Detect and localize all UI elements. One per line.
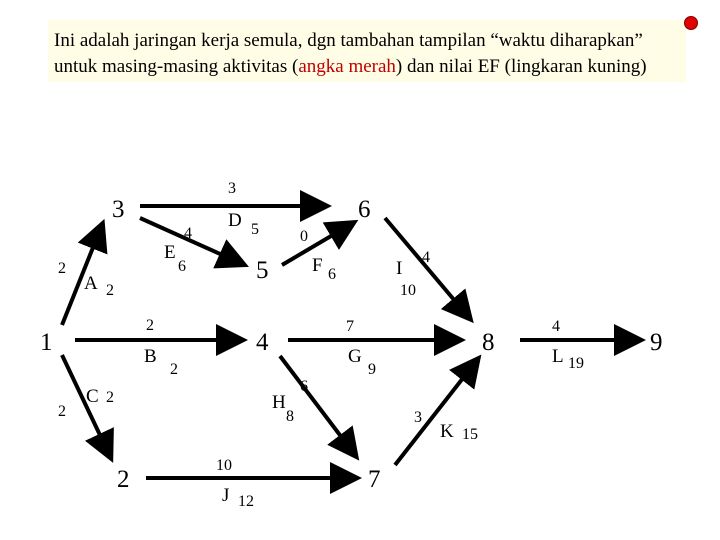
node-6: 6 — [358, 196, 371, 223]
activity-L-time: 4 — [552, 318, 560, 335]
activity-E-ef: 6 — [178, 258, 186, 275]
activity-J-name: J — [222, 485, 230, 506]
node-9: 9 — [650, 329, 663, 356]
activity-G-name: G — [348, 346, 362, 367]
activity-K-time: 3 — [414, 409, 422, 426]
activity-C-ef: 2 — [106, 389, 114, 406]
activity-B-ef: 2 — [170, 361, 178, 378]
activity-G-time: 7 — [346, 318, 354, 335]
node-2: 2 — [117, 466, 130, 493]
activity-F-time: 0 — [300, 228, 308, 245]
activity-H-name: H — [272, 392, 286, 413]
node-8: 8 — [482, 329, 495, 356]
activity-A-ef: 2 — [106, 282, 114, 299]
activity-E-name: E — [164, 242, 176, 263]
activity-J-ef: 12 — [238, 493, 254, 510]
activity-E-time: 4 — [184, 225, 192, 242]
node-4: 4 — [256, 329, 269, 356]
activity-A-name: A — [84, 273, 98, 294]
activity-J-time: 10 — [216, 457, 232, 474]
activity-K-name: K — [440, 421, 454, 442]
activity-L-name: L — [552, 346, 564, 367]
edges — [62, 206, 634, 478]
activity-D-ef: 5 — [251, 221, 259, 238]
edge-K — [395, 364, 474, 465]
activity-labels — [58, 180, 584, 510]
activity-F-ef: 6 — [328, 266, 336, 283]
activity-D-name: D — [228, 210, 242, 231]
edge-C — [62, 355, 108, 452]
activity-A-time: 2 — [58, 260, 66, 277]
activity-C-name: C — [86, 386, 99, 407]
activity-G-ef: 9 — [368, 361, 376, 378]
activity-B-name: B — [144, 346, 157, 367]
activity-I-ef: 10 — [400, 282, 416, 299]
edge-H — [280, 356, 352, 451]
activity-F-name: F — [312, 255, 323, 276]
activity-L-ef: 19 — [568, 355, 584, 372]
caption-highlight: angka merah — [298, 56, 396, 77]
caption-line-2-start: untuk masing-masing aktivitas ( — [54, 56, 299, 77]
node-7: 7 — [368, 466, 381, 493]
node-3: 3 — [112, 196, 125, 223]
caption-line-2-end: ) dan nilai EF (lingkaran kuning) — [395, 56, 647, 77]
activity-I-name: I — [396, 258, 403, 279]
node-1: 1 — [40, 329, 53, 356]
activity-I-time: 4 — [422, 249, 430, 266]
activity-C-time: 2 — [58, 403, 66, 420]
activity-K-ef: 15 — [462, 426, 478, 443]
caption-line-1: Ini adalah jaringan kerja semula, dgn tambahan tampilan “waktu diharapkan” — [54, 30, 643, 51]
node-5: 5 — [256, 257, 269, 284]
activity-D-time: 3 — [228, 180, 236, 197]
activity-H-time: 6 — [300, 378, 308, 395]
activity-H-ef: 8 — [286, 408, 294, 425]
activity-B-time: 2 — [146, 317, 154, 334]
